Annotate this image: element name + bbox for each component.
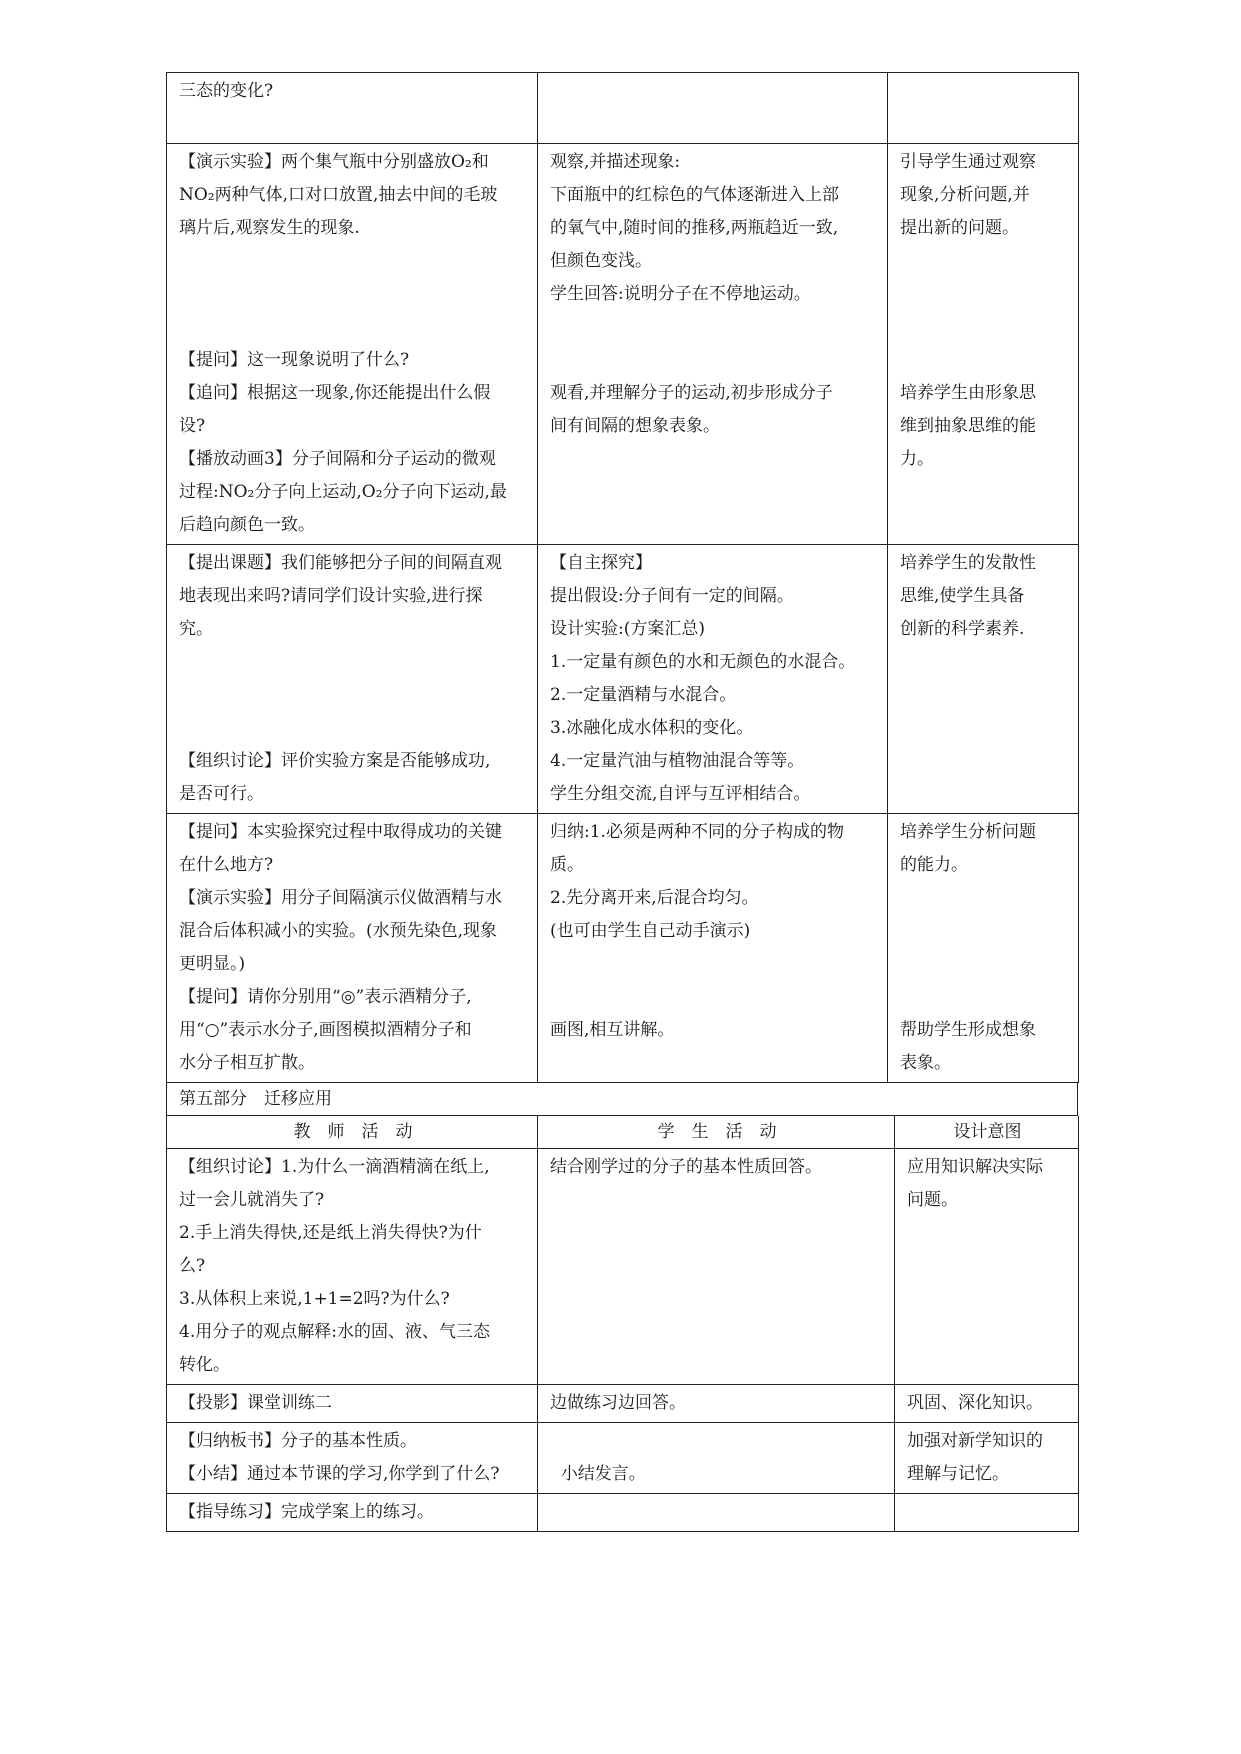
teacher-activity-cell <box>167 1494 538 1532</box>
intent-text-line: 应用知识解决实际 <box>907 1157 1043 1177</box>
teacher-text-line: 2.手上消失得快,还是纸上消失得快?为什 <box>179 1223 482 1243</box>
student-text-line: 学生回答:说明分子在不停地运动。 <box>550 284 811 304</box>
lesson-table-part5 <box>166 1116 1079 1532</box>
table-row <box>167 144 1079 545</box>
intent-text-line <box>900 278 1068 311</box>
teacher-text-line: 混合后体积减小的实验。(水预先染色,现象 <box>179 921 498 941</box>
student-text-line: 2.一定量酒精与水混合。 <box>550 685 737 705</box>
table-row <box>167 1385 1079 1423</box>
intent-activity-cell <box>888 144 1079 545</box>
student-text-line <box>550 981 877 1014</box>
intent-text-line: 培养学生由形象思 <box>900 383 1036 403</box>
student-text-line: 4.一定量汽油与植物油混合等等。 <box>550 751 805 771</box>
teacher-text-line: 地表现出来吗?请同学们设计实验,进行探 <box>179 586 483 606</box>
intent-text-line: 的能力。 <box>900 855 968 875</box>
teacher-text-line <box>179 278 527 311</box>
teacher-activity-cell <box>167 73 538 144</box>
teacher-text-line: 用“○”表示水分子,画图模拟酒精分子和 <box>179 1020 472 1040</box>
section-five-table <box>166 1083 1078 1116</box>
student-activity-cell <box>538 1494 895 1532</box>
intent-text-line: 理解与记忆。 <box>907 1464 1009 1484</box>
teacher-text-line: 三态的变化? <box>179 81 274 101</box>
intent-text-line: 培养学生分析问题 <box>900 822 1036 842</box>
student-text-line: 1.一定量有颜色的水和无颜色的水混合。 <box>550 652 856 672</box>
teacher-text-line <box>179 679 527 712</box>
header-student-activity: 学 生 活 动 <box>538 1116 895 1149</box>
teacher-text-line: 【归纳板书】分子的基本性质。 <box>179 1431 417 1451</box>
lesson-table-part4 <box>166 72 1079 1083</box>
teacher-text-line: 更明显。) <box>179 954 246 974</box>
student-text-line: 下面瓶中的红棕色的气体逐渐进入上部 <box>550 185 839 205</box>
intent-text-line <box>900 311 1068 344</box>
student-text-line: 归纳:1.必须是两种不同的分子构成的物 <box>550 822 844 842</box>
teacher-text-line <box>179 646 527 679</box>
table-row <box>167 73 1079 144</box>
student-activity-cell <box>538 545 888 814</box>
intent-activity-cell <box>888 73 1079 144</box>
teacher-text-line: 【指导练习】完成学案上的练习。 <box>179 1502 434 1522</box>
teacher-text-line: 【提问】本实验探究过程中取得成功的关键 <box>179 822 502 842</box>
student-text-line: 【自主探究】 <box>550 553 652 573</box>
table-row <box>167 1494 1079 1532</box>
student-text-line: 结合刚学过的分子的基本性质回答。 <box>550 1157 822 1177</box>
teacher-text-line: 【小结】通过本节课的学习,你学到了什么? <box>179 1464 500 1484</box>
student-activity-cell <box>538 1385 895 1423</box>
teacher-text-line: 【组织讨论】1.为什么一滴酒精滴在纸上, <box>179 1157 490 1177</box>
intent-activity-cell <box>895 1423 1079 1494</box>
student-text-line: 但颜色变浅。 <box>550 251 652 271</box>
teacher-text-line: 璃片后,观察发生的现象. <box>179 218 360 238</box>
teacher-text-line: 后趋向颜色一致。 <box>179 515 315 535</box>
intent-text-line: 创新的科学素养. <box>900 619 1025 639</box>
teacher-text-line: 【提出课题】我们能够把分子间的间隔直观 <box>179 553 502 573</box>
intent-text-line: 引导学生通过观察 <box>900 152 1036 172</box>
teacher-text-line: 是否可行。 <box>179 784 264 804</box>
teacher-text-line: 么? <box>179 1256 206 1276</box>
student-text-line: 3.冰融化成水体积的变化。 <box>550 718 754 738</box>
student-text-line: 提出假设:分子间有一定的间隔。 <box>550 586 794 606</box>
header-design-intent: 设计意图 <box>895 1116 1079 1149</box>
intent-text-line: 提出新的问题。 <box>900 218 1019 238</box>
student-text-line <box>550 1425 884 1458</box>
teacher-text-line: NO₂两种气体,口对口放置,抽去中间的毛玻 <box>179 185 498 205</box>
intent-text-line: 现象,分析问题,并 <box>900 185 1030 205</box>
student-text-line <box>550 344 877 377</box>
intent-text-line <box>900 981 1068 1014</box>
teacher-text-line <box>179 712 527 745</box>
teacher-text-line: 【提问】请你分别用“◎”表示酒精分子, <box>179 987 472 1007</box>
teacher-text-line: 【播放动画3】分子间隔和分子运动的微观 <box>179 449 496 469</box>
teacher-activity-cell <box>167 814 538 1083</box>
teacher-text-line: 【追问】根据这一现象,你还能提出什么假 <box>179 383 491 403</box>
teacher-text-line: 过一会儿就消失了? <box>179 1190 325 1210</box>
student-text-line: 设计实验:(方案汇总) <box>550 619 705 639</box>
intent-activity-cell <box>888 545 1079 814</box>
student-text-line: 质。 <box>550 855 584 875</box>
intent-text-line: 问题。 <box>907 1190 958 1210</box>
student-activity-cell <box>538 144 888 545</box>
teacher-text-line: 究。 <box>179 619 213 639</box>
intent-text-line <box>900 882 1068 915</box>
student-activity-cell <box>538 814 888 1083</box>
intent-activity-cell <box>895 1149 1079 1385</box>
student-activity-cell <box>538 73 888 144</box>
intent-text-line: 巩固、深化知识。 <box>907 1393 1043 1413</box>
intent-text-line: 维到抽象思维的能 <box>900 416 1036 436</box>
teacher-activity-cell <box>167 1385 538 1423</box>
student-text-line: 边做练习边回答。 <box>550 1393 686 1413</box>
student-text-line: 的氧气中,随时间的推移,两瓶趋近一致, <box>550 218 839 238</box>
student-text-line: 观察,并描述现象: <box>550 152 681 172</box>
intent-activity-cell <box>895 1494 1079 1532</box>
teacher-text-line: 【演示实验】用分子间隔演示仪做酒精与水 <box>179 888 502 908</box>
teacher-activity-cell <box>167 1423 538 1494</box>
student-text-line: (也可由学生自己动手演示) <box>550 921 751 941</box>
student-activity-cell <box>538 1423 895 1494</box>
teacher-text-line: 在什么地方? <box>179 855 274 875</box>
teacher-text-line: 设? <box>179 416 206 436</box>
teacher-text-line <box>179 245 527 278</box>
student-text-line: 2.先分离开来,后混合均匀。 <box>550 888 759 908</box>
intent-text-line <box>900 245 1068 278</box>
student-text-line: 学生分组交流,自评与互评相结合。 <box>550 784 811 804</box>
student-text-line: 小结发言。 <box>550 1464 646 1484</box>
intent-text-line: 培养学生的发散性 <box>900 553 1036 573</box>
intent-text-line: 表象。 <box>900 1053 951 1073</box>
intent-text-line: 思维,使学生具备 <box>900 586 1025 606</box>
teacher-text-line: 【组织讨论】评价实验方案是否能够成功, <box>179 751 491 771</box>
teacher-text-line: 4.用分子的观点解释:水的固、液、气三态 <box>179 1322 490 1342</box>
teacher-text-line: 过程:NO₂分子向上运动,O₂分子向下运动,最 <box>179 482 507 502</box>
teacher-activity-cell <box>167 545 538 814</box>
table-row <box>167 1423 1079 1494</box>
table-row <box>167 814 1079 1083</box>
teacher-activity-cell <box>167 1149 538 1385</box>
student-text-line <box>550 948 877 981</box>
lesson-plan-page <box>166 72 1078 1532</box>
header-teacher-activity: 教 师 活 动 <box>167 1116 538 1149</box>
student-text-line: 间有间隔的想象表象。 <box>550 416 720 436</box>
intent-text-line <box>900 915 1068 948</box>
student-text-line: 观看,并理解分子的运动,初步形成分子 <box>550 383 833 403</box>
teacher-text-line: 水分子相互扩散。 <box>179 1053 315 1073</box>
intent-text-line: 力。 <box>900 449 934 469</box>
intent-text-line: 帮助学生形成想象 <box>900 1020 1036 1040</box>
student-text-line: 画图,相互讲解。 <box>550 1020 675 1040</box>
student-activity-cell <box>538 1149 895 1385</box>
teacher-text-line <box>179 108 527 141</box>
teacher-text-line: 3.从体积上来说,1+1=2吗?为什么? <box>179 1289 450 1309</box>
teacher-text-line: 【演示实验】两个集气瓶中分别盛放O₂和 <box>179 152 489 172</box>
intent-text-line: 加强对新学知识的 <box>907 1431 1043 1451</box>
teacher-activity-cell <box>167 144 538 545</box>
teacher-text-line: 【提问】这一现象说明了什么? <box>179 350 410 370</box>
section-title: 第五部分 迁移应用 <box>167 1083 1078 1116</box>
intent-text-line <box>900 344 1068 377</box>
teacher-text-line: 转化。 <box>179 1355 230 1375</box>
teacher-text-line: 【投影】课堂训练二 <box>179 1393 332 1413</box>
intent-activity-cell <box>895 1385 1079 1423</box>
intent-activity-cell <box>888 814 1079 1083</box>
table-row <box>167 1149 1079 1385</box>
table-row <box>167 545 1079 814</box>
teacher-text-line <box>179 311 527 344</box>
intent-text-line <box>900 948 1068 981</box>
student-text-line <box>550 311 877 344</box>
